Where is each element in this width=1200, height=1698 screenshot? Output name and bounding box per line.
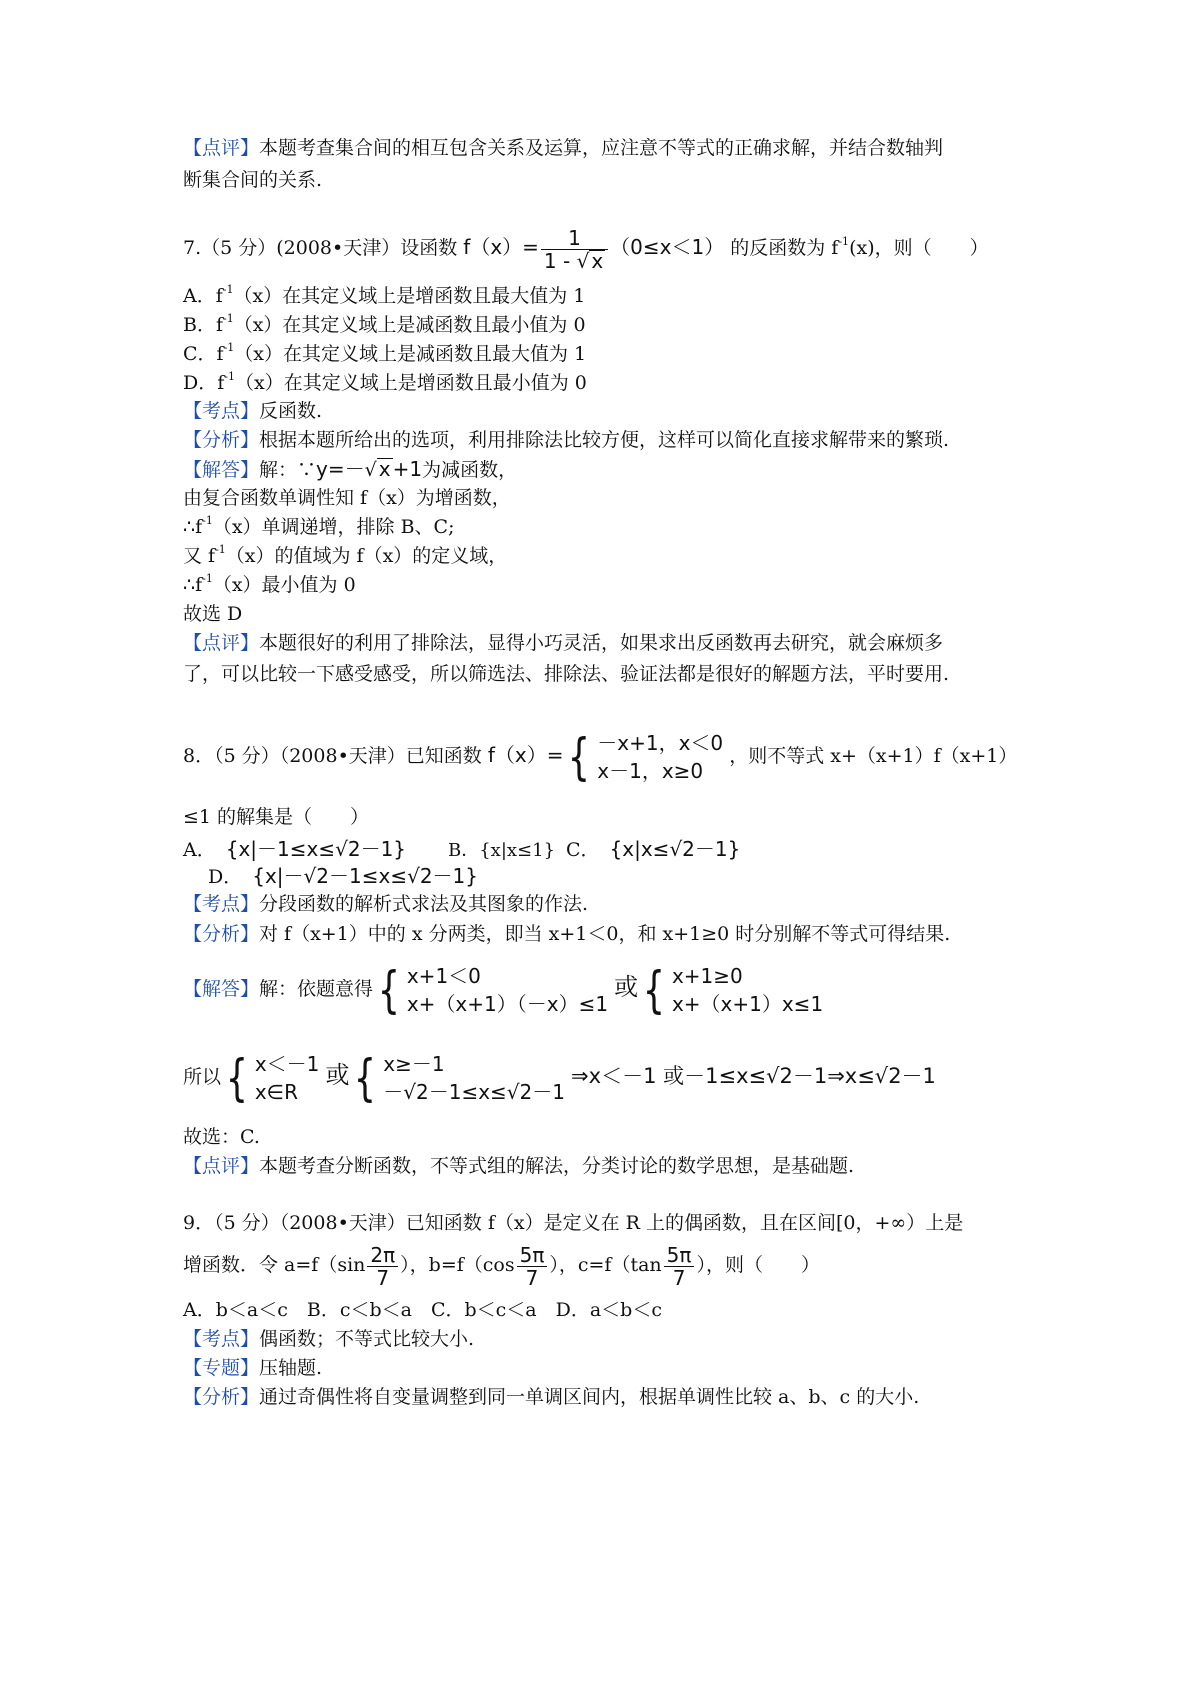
q8-answer: 故选：C. xyxy=(183,1126,260,1148)
left-brace-icon: { xyxy=(642,961,666,1019)
q7-jieda-line-4: 又 $f^{-1}(x)$的值域为 f（x）的定义域， xyxy=(183,543,508,567)
q8-option-c: C． {x|x≤√2－1} xyxy=(566,837,741,861)
q7-fraction: $\frac{1}{1 - √ x}$ xyxy=(541,227,608,272)
left-brace-icon: { xyxy=(225,1049,249,1107)
q8-option-b: B．{x|x≤1} xyxy=(448,840,556,861)
left-brace-icon: { xyxy=(568,728,591,786)
q8-stem: 8．（5 分）（2008•天津）已知函数 f（x）={ －x+1，x＜0 x－1，x≥0 ，则不等式 x+（x+1）f（x+1） xyxy=(183,728,1018,786)
q7-option-c: C．$f^{-1}(x)$在其定义域上是减函数且最大值为 1 xyxy=(183,341,587,365)
q7-jieda-line-3: $\therefore f^{-1}(x)$单调递增，排除 B、C; xyxy=(183,514,455,538)
q7-fenxi: 【分析】根据本题所给出的选项，利用排除法比较方便，这样可以简化直接求解带来的繁琐. xyxy=(183,429,950,451)
left-brace-icon: { xyxy=(354,1049,377,1107)
q8-jieda-line-2: 所以{ x＜－1 x∈R 或{ x≥－1 －√2－1≤x≤√2－1 ⇒x＜－1 或－1≤x≤√2－1⇒x≤√2－1 xyxy=(183,1049,936,1107)
q8-jieda-line-1: 【解答】解：依题意得{ x+1＜0 x+（x+1）（－x）≤1 或{ x+1≥0 x+（x+1）x≤1 xyxy=(183,961,824,1019)
q8-option-d: D． {x|－√2－1≤x≤√2－1} xyxy=(208,864,478,888)
q7-dianping-line-1: 【点评】本题很好的利用了排除法，显得小巧灵活，如果求出反函数再去研究，就会麻烦多 xyxy=(183,632,944,654)
q8-kaodian: 【考点】分段函数的解析式求法及其图象的作法. xyxy=(183,893,589,915)
q8-dianping: 【点评】本题考查分断函数，不等式组的解法，分类讨论的数学思想，是基础题. xyxy=(183,1155,855,1177)
q7-domain: （0≤x＜1） xyxy=(610,235,725,259)
q7-option-a: A．$f^{-1}(x)$在其定义域上是增函数且最大值为 1 xyxy=(183,283,586,307)
q7-dianping-line-2: 了，可以比较一下感受感受，所以筛选法、排除法、验证法都是很好的解题方法，平时要用. xyxy=(183,663,950,685)
q9-zhuanti: 【专题】压轴题. xyxy=(183,1357,323,1379)
q7-option-b: B．$f^{-1}(x)$在其定义域上是减函数且最小值为 0 xyxy=(183,312,586,336)
q9-kaodian: 【考点】偶函数；不等式比较大小. xyxy=(183,1328,475,1350)
comment-tag: 【点评】 xyxy=(183,137,260,159)
q8-piecewise: －x+1，x＜0 x－1，x≥0 xyxy=(597,731,724,783)
left-brace-icon: { xyxy=(377,961,401,1019)
q9-stem-line-1: 9．（5 分）（2008•天津）已知函数 f（x）是定义在 R 上的偶函数，且在区间[0，+∞）上是 xyxy=(183,1212,964,1234)
sqrt-icon: √ xyxy=(576,248,590,273)
prev-comment-line-2: 断集合间的关系. xyxy=(183,169,323,191)
sqrt-icon: √ xyxy=(364,459,377,481)
q8-option-a: A． {x|－1≤x≤√2－1} xyxy=(183,837,407,861)
q7-jieda-line-2: 由复合函数单调性知 f（x）为增函数， xyxy=(183,487,511,509)
q7-answer: 故选 D xyxy=(183,603,243,625)
q9-fenxi: 【分析】通过奇偶性将自变量调整到同一单调区间内，根据单调性比较 a、b、c 的大小. xyxy=(183,1386,920,1408)
q7-option-d: D．$f^{-1}(x)$在其定义域上是增函数且最小值为 0 xyxy=(183,370,587,394)
q7-stem: 7.（5 分）(2008•天津）设函数 f（x）= $\frac{1}{1 - √ x}$ （0≤x＜1） 的反函数为 $f^{-1}(x)$，则（ ） xyxy=(183,225,989,273)
q8-fenxi: 【分析】对 f（x+1）中的 x 分两类，即当 x+1＜0，和 x+1≥0 时分别解不等式可得结果. xyxy=(183,923,951,945)
q9-stem-line-2: 增函数．令 a=f（sin $\frac{2\pi}{7}$ ），b=f（cos $\frac{5\pi}{7}$ ），c=f（tan $\frac{5\pi}{7}$ ），则（ ） xyxy=(183,1242,820,1290)
q7-jieda-line-1: 【解答】解：∵y=－√ x +1为减函数， xyxy=(183,457,518,481)
prev-comment-line-1: 【点评】本题考查集合间的相互包含关系及运算，应注意不等式的正确求解，并结合数轴判 xyxy=(183,137,944,159)
q7-function: f（x）= xyxy=(463,235,539,259)
q9-options: A．b＜a＜c B．c＜b＜a C．b＜c＜a D．a＜b＜c xyxy=(183,1299,662,1321)
q7-jieda-line-5: $\therefore f^{-1}(x)$最小值为 0 xyxy=(183,572,356,596)
q7-kaodian: 【考点】反函数. xyxy=(183,400,323,422)
q8-stem-line-2: ≤1 的解集是（ ） xyxy=(183,806,370,828)
